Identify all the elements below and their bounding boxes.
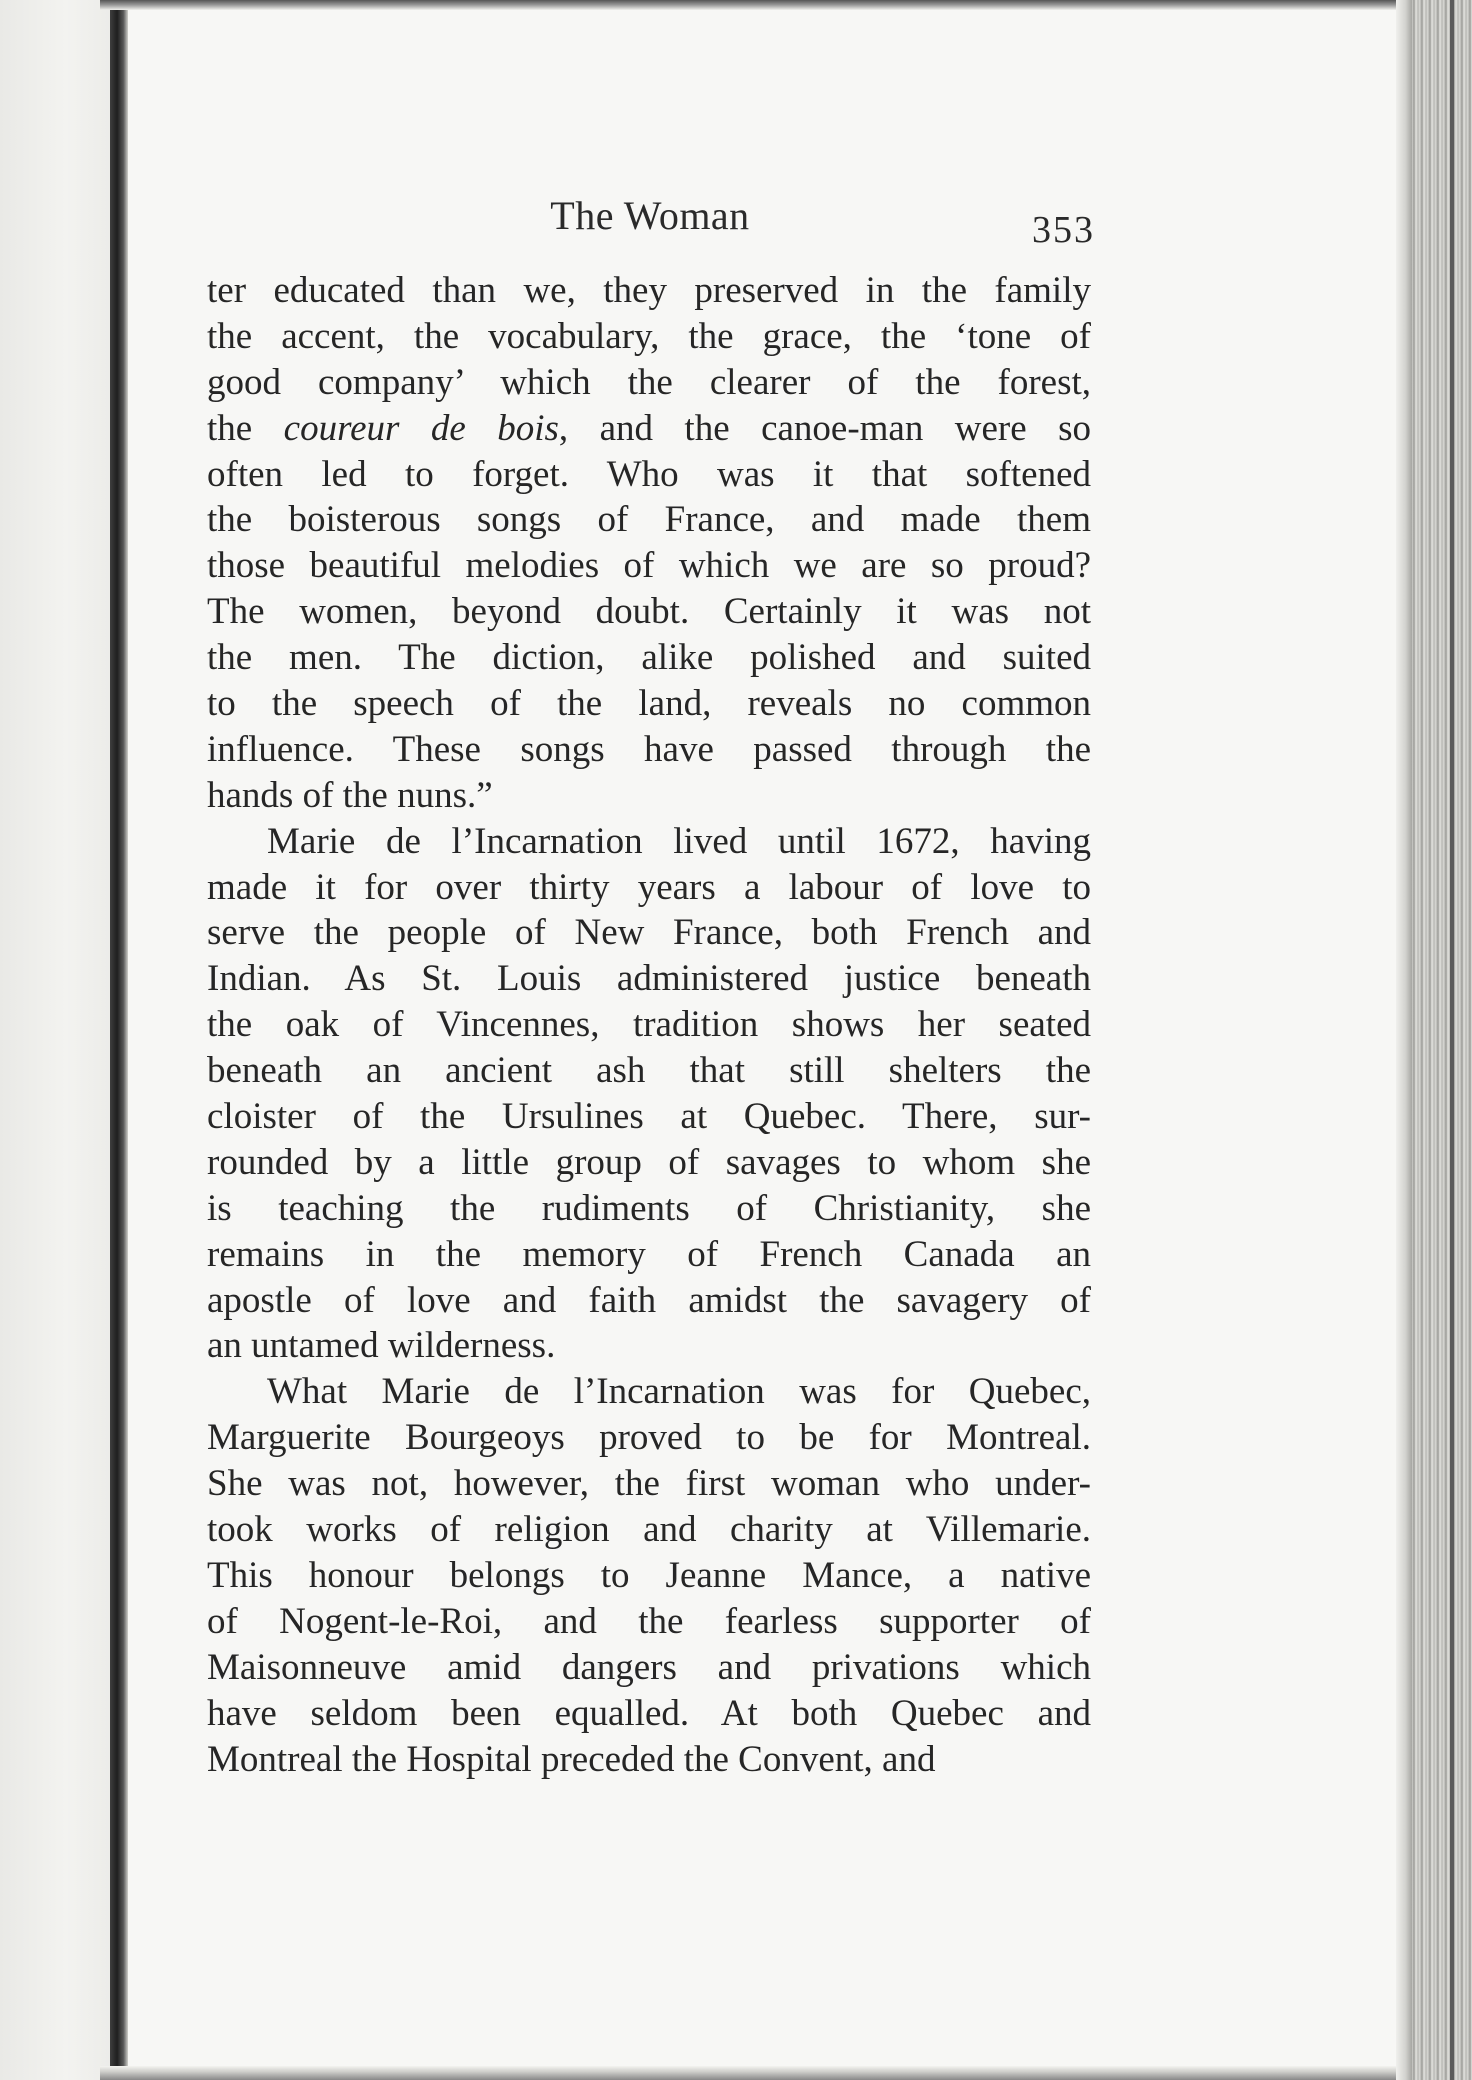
text-line: good company’ which the clearer of the forest, <box>207 361 1091 403</box>
body-text <box>207 268 1091 1782</box>
text-line: the oak of Vincennes, tradition shows her seated <box>207 1004 1091 1046</box>
page-bottom-edge <box>100 2066 1430 2080</box>
text-line: made it for over thirty years a labour of love to <box>207 866 1091 908</box>
text-line: Maisonneuve amid dangers and privations which <box>207 1646 1091 1688</box>
text-line: rounded by a little group of savages to whom she <box>207 1141 1091 1183</box>
page-top-edge <box>100 0 1410 10</box>
fore-edge-shadow <box>1396 0 1412 2080</box>
text-line: of Nogent-le-Roi, and the fearless supporter of <box>207 1600 1091 1642</box>
text-line: This honour belongs to Jeanne Mance, a native <box>207 1554 1091 1596</box>
text-line: those beautiful melodies of which we are so proud? <box>207 545 1091 587</box>
text-line: apostle of love and faith amidst the savagery of <box>207 1279 1091 1321</box>
text-line: to the speech of the land, reveals no common <box>207 683 1091 725</box>
text-line: What Marie de l’Incarnation was for Quebec, <box>267 1371 1091 1413</box>
italic-phrase: coureur de bois <box>283 407 559 449</box>
text-line: The women, beyond doubt. Certainly it was not <box>207 591 1091 633</box>
text-line: Indian. As St. Louis administered justice beneath <box>207 958 1091 1000</box>
cover-edge-line <box>1450 0 1454 2080</box>
text-line: She was not, however, the first woman who under- <box>207 1463 1091 1505</box>
text-line: the coureur de bois, and the canoe-man were so <box>207 407 1092 449</box>
text-line: remains in the memory of French Canada an <box>207 1233 1091 1275</box>
text-line: the men. The diction, alike polished and suited <box>207 637 1091 679</box>
binding-gutter <box>110 0 128 2080</box>
text-line: serve the people of New France, both French and <box>207 912 1091 954</box>
text-line: cloister of the Ursulines at Quebec. There, sur- <box>207 1096 1091 1138</box>
text-line: Marguerite Bourgeoys proved to be for Montreal. <box>207 1417 1091 1459</box>
text-line: beneath an ancient ash that still shelters the <box>207 1050 1091 1092</box>
text-line: is teaching the rudiments of Christianity, she <box>207 1187 1091 1229</box>
facing-page-edge <box>0 0 110 2080</box>
text-line: the accent, the vocabulary, the grace, the ‘tone of <box>207 315 1091 357</box>
text-line: often led to forget. Who was it that softened <box>207 453 1091 495</box>
text-line: Marie de l’Incarnation lived until 1672, having <box>267 820 1091 862</box>
text-line: Montreal the Hospital preceded the Convent, and <box>207 1738 936 1780</box>
running-title: The Woman <box>550 193 750 238</box>
text-line: have seldom been equalled. At both Quebec and <box>207 1692 1091 1734</box>
running-head <box>205 192 1095 251</box>
text-line: an untamed wilderness. <box>207 1325 556 1367</box>
page-number: 353 <box>1032 209 1095 251</box>
text-line: influence. These songs have passed through the <box>207 728 1091 770</box>
page-stack-edge <box>1412 0 1472 2080</box>
text-line: took works of religion and charity at Villemarie. <box>207 1509 1091 1551</box>
text-line: hands of the nuns.” <box>207 774 493 816</box>
text-line: the boisterous songs of France, and made them <box>207 499 1091 541</box>
text-line: ter educated than we, they preserved in the family <box>207 270 1091 311</box>
